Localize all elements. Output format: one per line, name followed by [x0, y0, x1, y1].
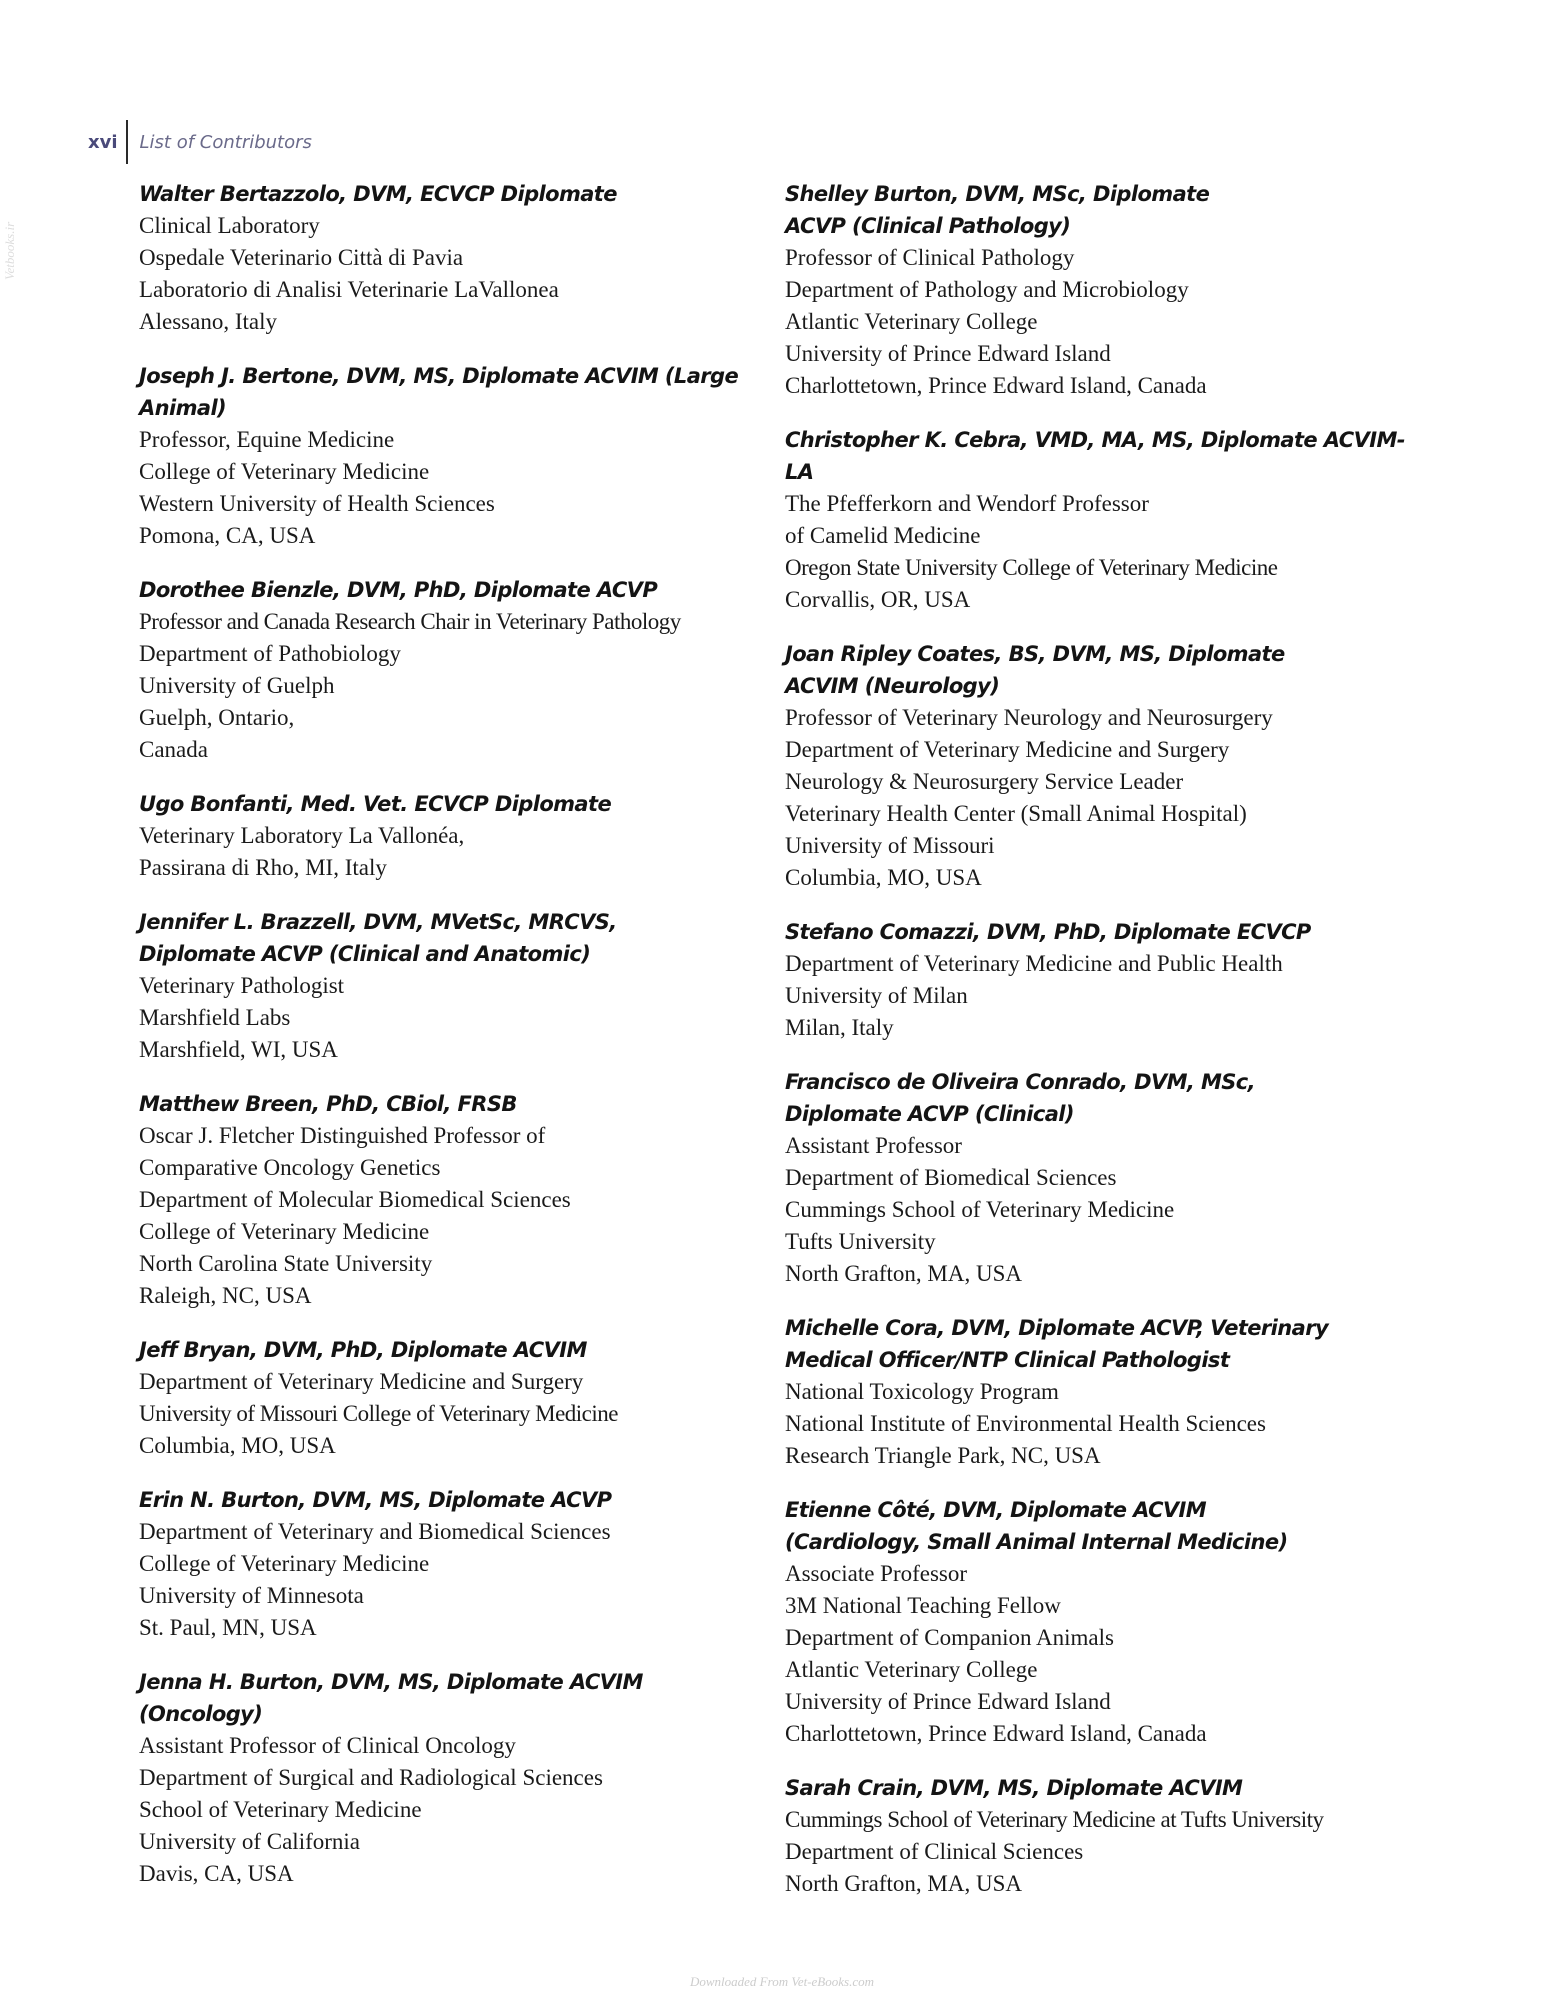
affiliation-line: Assistant Professor of Clinical Oncology: [139, 1733, 516, 1758]
affiliation-line: Comparative Oncology Genetics: [139, 1155, 441, 1180]
contributor-entry: [139, 1088, 739, 1312]
contributor-name: Dorothee Bienzle, DVM, PhD, Diplomate ACVP: [139, 578, 658, 602]
affiliation-line: Cummings School of Veterinary Medicine at Tufts University: [785, 1807, 1324, 1832]
affiliation-line: Veterinary Health Center (Small Animal Hospital): [785, 801, 1247, 826]
contributor-name: Jeff Bryan, DVM, PhD, Diplomate ACVIM: [139, 1338, 587, 1362]
contributor-name: Walter Bertazzolo, DVM, ECVCP Diplomate: [139, 182, 617, 206]
contributor-entry: [785, 1494, 1405, 1750]
affiliation-line: College of Veterinary Medicine: [139, 459, 430, 484]
contributor-entry: [139, 360, 739, 552]
affiliation-line: Ospedale Veterinario Città di Pavia: [139, 245, 464, 270]
contributor-entry: [139, 1666, 739, 1890]
contributor-name: Erin N. Burton, DVM, MS, Diplomate ACVP: [139, 1488, 612, 1512]
affiliation-line: Department of Veterinary and Biomedical Sciences: [139, 1519, 611, 1544]
contributor-entry: [139, 788, 739, 884]
affiliation-line: Tufts University: [785, 1229, 936, 1254]
contributor-entry: [785, 638, 1405, 894]
affiliation-line: University of Missouri College of Veterinary Medicine: [139, 1401, 618, 1426]
affiliation-line: Davis, CA, USA: [139, 1861, 294, 1886]
contributor-entry: [139, 574, 739, 766]
affiliation-line: College of Veterinary Medicine: [139, 1551, 430, 1576]
footer-watermark: Downloaded From Vet-eBooks.com: [689, 1974, 874, 1989]
affiliation-line: Department of Pathobiology: [139, 641, 401, 666]
affiliation-line: North Grafton, MA, USA: [785, 1871, 1023, 1896]
affiliation-line: Department of Veterinary Medicine and Surgery: [785, 737, 1230, 762]
contributor-name: Shelley Burton, DVM, MSc, Diplomate ACVP (Clinical Pathology): [785, 182, 1210, 238]
contributor-entry: [785, 1772, 1405, 1900]
affiliation-line: Canada: [139, 737, 208, 762]
affiliation-line: School of Veterinary Medicine: [139, 1797, 422, 1822]
affiliation-line: St. Paul, MN, USA: [139, 1615, 317, 1640]
contributor-name: Stefano Comazzi, DVM, PhD, Diplomate ECVCP: [785, 920, 1311, 944]
affiliation-line: 3M National Teaching Fellow: [785, 1593, 1061, 1618]
affiliation-line: Department of Veterinary Medicine and Surgery: [139, 1369, 584, 1394]
affiliation-line: Charlottetown, Prince Edward Island, Canada: [785, 373, 1207, 398]
affiliation-line: Atlantic Veterinary College: [785, 309, 1038, 334]
affiliation-line: Oscar J. Fletcher Distinguished Professor of: [139, 1123, 546, 1148]
affiliation-line: Neurology & Neurosurgery Service Leader: [785, 769, 1184, 794]
affiliation-line: Raleigh, NC, USA: [139, 1283, 312, 1308]
contributor-entry: [785, 1066, 1405, 1290]
affiliation-line: University of Prince Edward Island: [785, 341, 1111, 366]
affiliation-line: North Grafton, MA, USA: [785, 1261, 1023, 1286]
contributor-name: Ugo Bonfanti, Med. Vet. ECVCP Diplomate: [139, 792, 612, 816]
affiliation-line: Department of Surgical and Radiological Sciences: [139, 1765, 603, 1790]
affiliation-line: Research Triangle Park, NC, USA: [785, 1443, 1101, 1468]
contributor-name: Michelle Cora, DVM, Diplomate ACVP, Veterinary Medical Officer/NTP Clinical Pathologist: [785, 1316, 1329, 1372]
page-number: xvi: [88, 131, 118, 153]
contributor-entry: [139, 1334, 739, 1462]
affiliation-line: University of Prince Edward Island: [785, 1689, 1111, 1714]
affiliation-line: University of Milan: [785, 983, 968, 1008]
affiliation-line: Professor and Canada Research Chair in Veterinary Pathology: [139, 609, 681, 634]
affiliation-line: National Institute of Environmental Health Sciences: [785, 1411, 1266, 1436]
affiliation-line: Department of Biomedical Sciences: [785, 1165, 1117, 1190]
contributors-right-column: [785, 178, 1405, 1922]
contributor-name: Etienne Côté, DVM, Diplomate ACVIM (Cardiology, Small Animal Internal Medicine): [785, 1498, 1288, 1554]
contributor-name: Matthew Breen, PhD, CBiol, FRSB: [139, 1092, 517, 1116]
affiliation-line: of Camelid Medicine: [785, 523, 981, 548]
affiliation-line: College of Veterinary Medicine: [139, 1219, 430, 1244]
affiliation-line: Atlantic Veterinary College: [785, 1657, 1038, 1682]
affiliation-line: University of Minnesota: [139, 1583, 364, 1608]
affiliation-line: The Pfefferkorn and Wendorf Professor: [785, 491, 1149, 516]
affiliation-line: Alessano, Italy: [139, 309, 277, 334]
affiliation-line: Marshfield, WI, USA: [139, 1037, 338, 1062]
affiliation-line: Department of Companion Animals: [785, 1625, 1114, 1650]
affiliation-line: Clinical Laboratory: [139, 213, 320, 238]
affiliation-line: Marshfield Labs: [139, 1005, 291, 1030]
affiliation-line: University of Guelph: [139, 673, 335, 698]
affiliation-line: Laboratorio di Analisi Veterinarie LaVallonea: [139, 277, 559, 302]
affiliation-line: Veterinary Laboratory La Vallonéa,: [139, 823, 465, 848]
affiliation-line: Department of Pathology and Microbiology: [785, 277, 1189, 302]
affiliation-line: Department of Veterinary Medicine and Public Health: [785, 951, 1283, 976]
contributor-name: Francisco de Oliveira Conrado, DVM, MSc, Diplomate ACVP (Clinical): [785, 1070, 1256, 1126]
contributors-left-column: [139, 178, 739, 1912]
affiliation-line: Veterinary Pathologist: [139, 973, 345, 998]
affiliation-line: University of California: [139, 1829, 361, 1854]
contributor-name: Jennifer L. Brazzell, DVM, MVetSc, MRCVS, Diplomate ACVP (Clinical and Anatomic): [139, 910, 617, 966]
affiliation-line: North Carolina State University: [139, 1251, 433, 1276]
contributor-entry: [139, 178, 739, 338]
contributor-name: Joseph J. Bertone, DVM, MS, Diplomate ACVIM (Large Animal): [139, 364, 739, 420]
affiliation-line: Columbia, MO, USA: [139, 1433, 336, 1458]
contributor-name: Christopher K. Cebra, VMD, MA, MS, Diplomate ACVIM-LA: [785, 428, 1405, 484]
header-divider: [126, 120, 128, 164]
affiliation-line: Associate Professor: [785, 1561, 968, 1586]
affiliation-line: Oregon State University College of Veterinary Medicine: [785, 555, 1278, 580]
affiliation-line: University of Missouri: [785, 833, 995, 858]
affiliation-line: Pomona, CA, USA: [139, 523, 316, 548]
contributor-entry: [785, 916, 1405, 1044]
affiliation-line: Passirana di Rho, MI, Italy: [139, 855, 387, 880]
affiliation-line: Department of Molecular Biomedical Sciences: [139, 1187, 571, 1212]
affiliation-line: Professor of Veterinary Neurology and Neurosurgery: [785, 705, 1273, 730]
affiliation-line: Charlottetown, Prince Edward Island, Canada: [785, 1721, 1207, 1746]
page-header: [88, 120, 312, 164]
contributor-name: Sarah Crain, DVM, MS, Diplomate ACVIM: [785, 1776, 1243, 1800]
affiliation-line: Cummings School of Veterinary Medicine: [785, 1197, 1175, 1222]
affiliation-line: Milan, Italy: [785, 1015, 894, 1040]
affiliation-line: Corvallis, OR, USA: [785, 587, 971, 612]
contributor-entry: [785, 178, 1405, 402]
affiliation-line: Guelph, Ontario,: [139, 705, 295, 730]
affiliation-line: Department of Clinical Sciences: [785, 1839, 1084, 1864]
affiliation-line: National Toxicology Program: [785, 1379, 1059, 1404]
contributor-entry: [139, 906, 739, 1066]
affiliation-line: Columbia, MO, USA: [785, 865, 982, 890]
contributor-name: Joan Ripley Coates, BS, DVM, MS, Diplomate ACVIM (Neurology): [785, 642, 1285, 698]
contributor-entry: [785, 424, 1405, 616]
running-title: List of Contributors: [139, 131, 312, 153]
contributor-entry: [785, 1312, 1405, 1472]
contributor-entry: [139, 1484, 739, 1644]
affiliation-line: Western University of Health Sciences: [139, 491, 495, 516]
affiliation-line: Professor, Equine Medicine: [139, 427, 395, 452]
affiliation-line: Assistant Professor: [785, 1133, 962, 1158]
affiliation-line: Professor of Clinical Pathology: [785, 245, 1075, 270]
side-watermark: Vetbooks.ir: [2, 221, 17, 280]
contributor-name: Jenna H. Burton, DVM, MS, Diplomate ACVIM (Oncology): [139, 1670, 643, 1726]
